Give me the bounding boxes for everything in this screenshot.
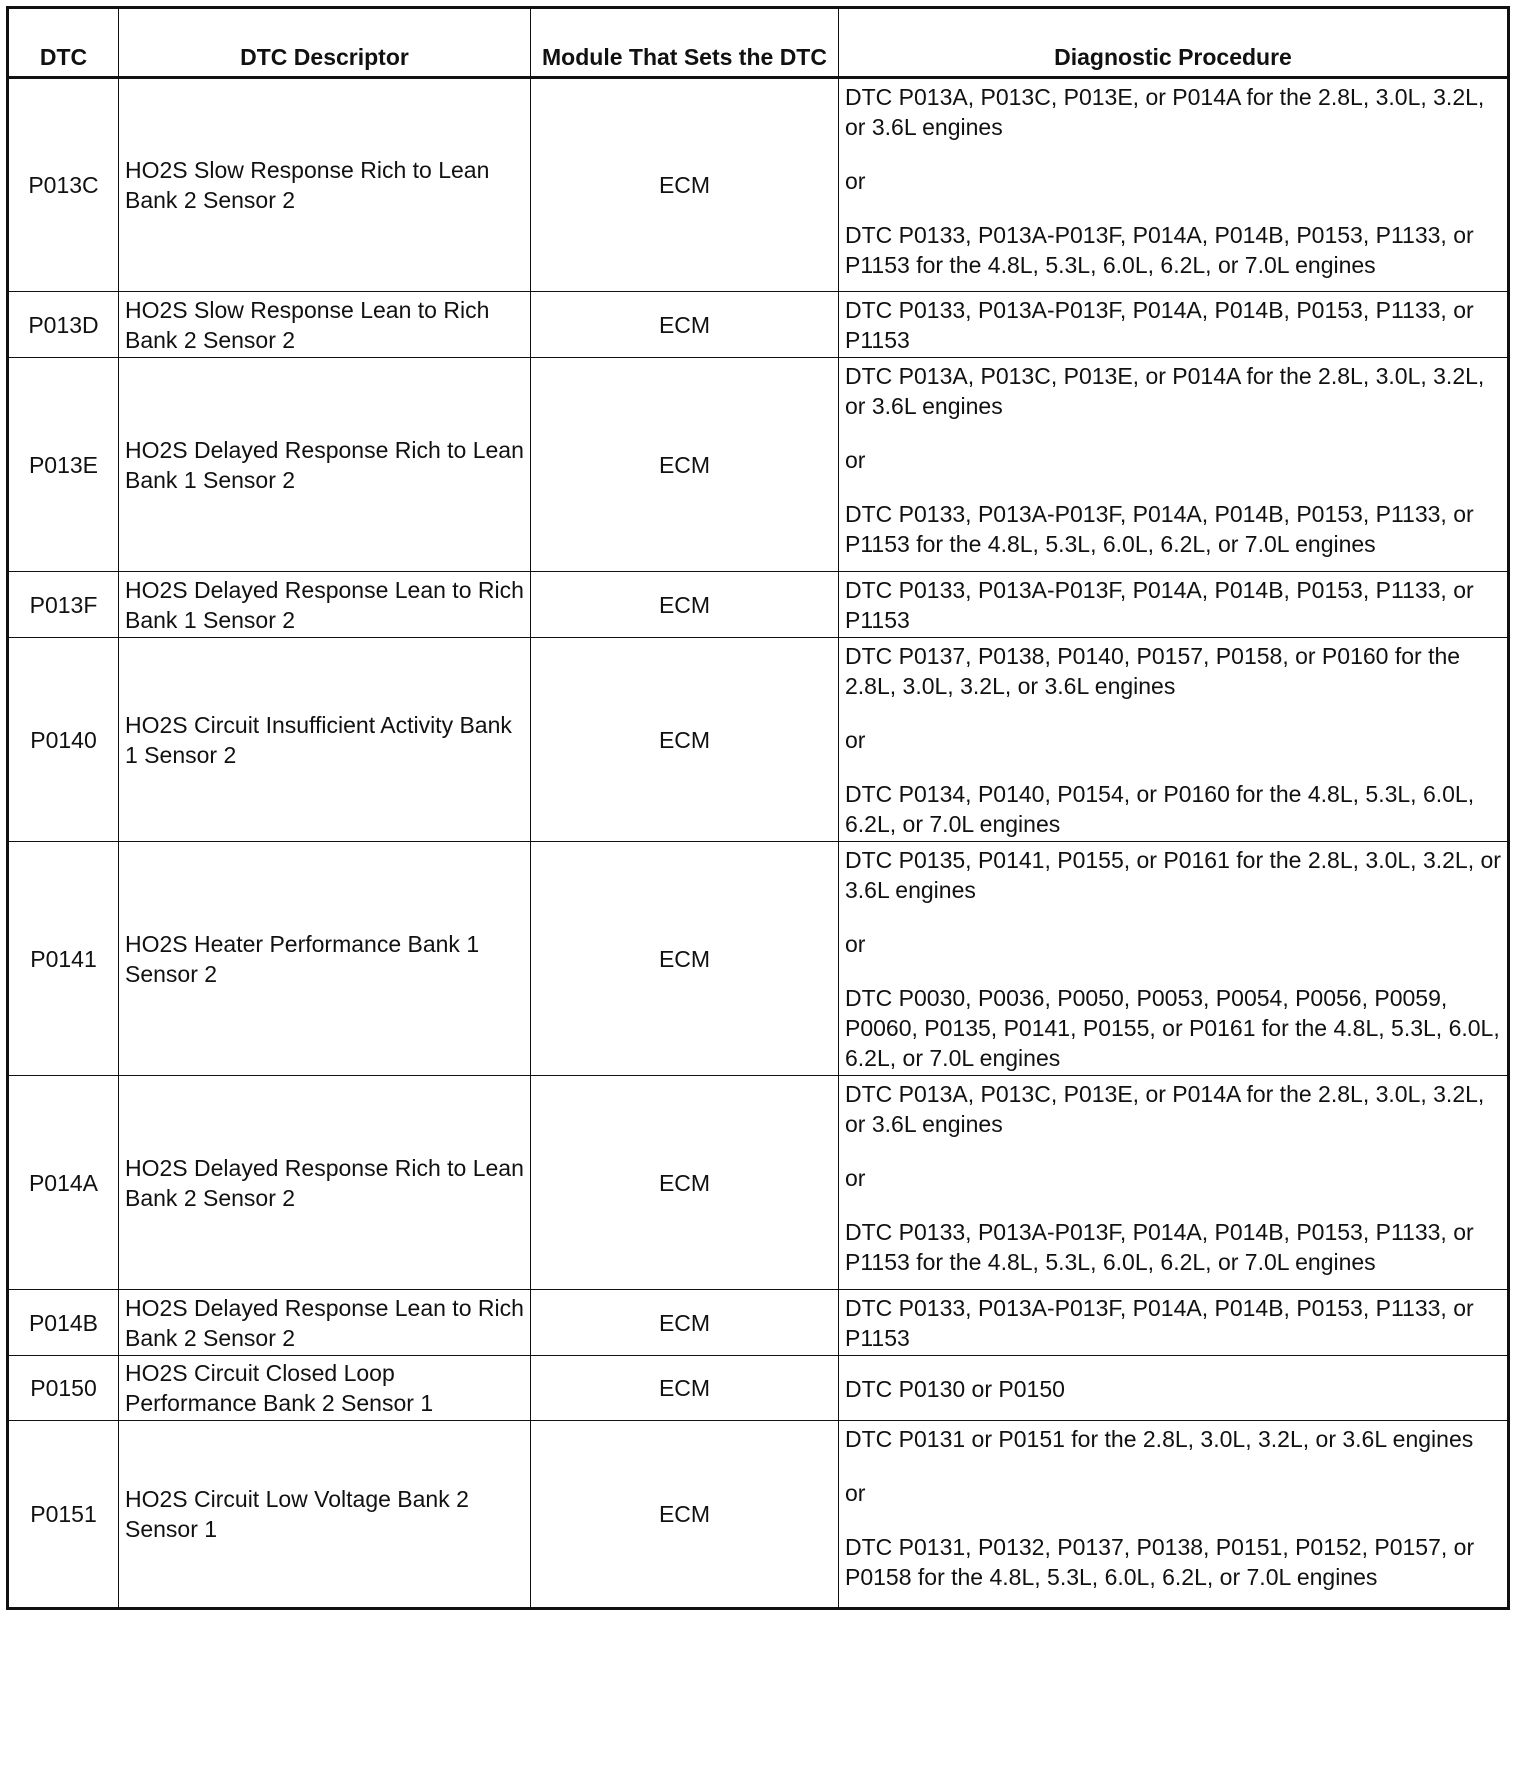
module-cell: ECM (531, 1421, 839, 1609)
dtc-code-cell: P013E (8, 358, 119, 572)
procedure-text: DTC P013A, P013C, P013E, or P014A for the 2.8L, 3.0L, 3.2L, or 3.6L engines (845, 84, 1485, 140)
procedure-text: DTC P013A, P013C, P013E, or P014A for the 2.8L, 3.0L, 3.2L, or 3.6L engines (845, 1081, 1485, 1137)
diagnostic-procedure-cell (839, 1421, 1509, 1609)
dtc-code-cell: P0140 (8, 638, 119, 842)
module-cell: ECM (531, 1356, 839, 1421)
table-row (8, 842, 1509, 1076)
diagnostic-procedure-cell (839, 1076, 1509, 1290)
dtc-code-cell: P013F (8, 572, 119, 638)
module-cell: ECM (531, 842, 839, 1076)
diagnostic-procedure-cell (839, 358, 1509, 572)
dtc-code-cell: P014B (8, 1290, 119, 1356)
table-row (8, 1356, 1509, 1421)
dtc-code-cell: P0141 (8, 842, 119, 1076)
header-diagnostic-procedure: Diagnostic Procedure (839, 8, 1509, 78)
table-body (8, 78, 1509, 1609)
module-cell: ECM (531, 78, 839, 292)
procedure-or-separator: or (845, 1165, 866, 1191)
procedure-text: DTC P013A, P013C, P013E, or P014A for the 2.8L, 3.0L, 3.2L, or 3.6L engines (845, 363, 1485, 419)
diagnostic-procedure-cell (839, 78, 1509, 292)
diagnostic-procedure-cell (839, 1290, 1509, 1356)
dtc-code-cell: P0151 (8, 1421, 119, 1609)
dtc-descriptor-cell: HO2S Delayed Response Rich to Lean Bank 1 Sensor 2 (119, 358, 531, 572)
dtc-code-cell: P013D (8, 292, 119, 358)
header-module: Module That Sets the DTC (531, 8, 839, 78)
dtc-code-cell: P014A (8, 1076, 119, 1290)
dtc-table (6, 6, 1510, 1610)
table-row (8, 572, 1509, 638)
table-row (8, 292, 1509, 358)
module-cell: ECM (531, 292, 839, 358)
diagnostic-procedure-cell (839, 638, 1509, 842)
procedure-text: DTC P0133, P013A-P013F, P014A, P014B, P0153, P1133, or P1153 for the 4.8L, 5.3L, 6.0L, 6.2L, or 7.0L engines (845, 501, 1474, 557)
table-row (8, 1076, 1509, 1290)
dtc-descriptor-cell: HO2S Heater Performance Bank 1 Sensor 2 (119, 842, 531, 1076)
table-row (8, 1290, 1509, 1356)
procedure-text: DTC P0134, P0140, P0154, or P0160 for the 4.8L, 5.3L, 6.0L, 6.2L, or 7.0L engines (845, 781, 1475, 837)
diagnostic-procedure-cell (839, 842, 1509, 1076)
procedure-text: DTC P0135, P0141, P0155, or P0161 for the 2.8L, 3.0L, 3.2L, or 3.6L engines (845, 847, 1501, 903)
dtc-descriptor-cell: HO2S Circuit Low Voltage Bank 2 Sensor 1 (119, 1421, 531, 1609)
procedure-text: DTC P0130 or P0150 (845, 1375, 1065, 1402)
table-header-row (8, 8, 1509, 78)
procedure-text: DTC P0030, P0036, P0050, P0053, P0054, P0056, P0059, P0060, P0135, P0141, P0155, or P0161 for the 4.8L, 5.3L, 6.0L, 6.2L, or 7.0L engines (845, 985, 1500, 1071)
diagnostic-procedure-cell (839, 572, 1509, 638)
diagnostic-procedure-cell (839, 292, 1509, 358)
procedure-text: DTC P0133, P013A-P013F, P014A, P014B, P0153, P1133, or P1153 (845, 297, 1474, 353)
dtc-descriptor-cell: HO2S Circuit Insufficient Activity Bank 1 Sensor 2 (119, 638, 531, 842)
procedure-text: DTC P0137, P0138, P0140, P0157, P0158, or P0160 for the 2.8L, 3.0L, 3.2L, or 3.6L engines (845, 643, 1461, 699)
procedure-or-separator: or (845, 168, 866, 194)
dtc-descriptor-cell: HO2S Slow Response Lean to Rich Bank 2 Sensor 2 (119, 292, 531, 358)
module-cell: ECM (531, 1290, 839, 1356)
diagnostic-procedure-cell (839, 1356, 1509, 1421)
table-row (8, 358, 1509, 572)
table-row (8, 1421, 1509, 1609)
module-cell: ECM (531, 638, 839, 842)
procedure-text: DTC P0133, P013A-P013F, P014A, P014B, P0153, P1133, or P1153 for the 4.8L, 5.3L, 6.0L, 6.2L, or 7.0L engines (845, 222, 1474, 278)
procedure-or-separator: or (845, 1480, 866, 1506)
header-dtc-descriptor: DTC Descriptor (119, 8, 531, 78)
dtc-descriptor-cell: HO2S Delayed Response Rich to Lean Bank 2 Sensor 2 (119, 1076, 531, 1290)
dtc-code-cell: P013C (8, 78, 119, 292)
procedure-or-separator: or (845, 447, 866, 473)
table-row (8, 638, 1509, 842)
dtc-descriptor-cell: HO2S Delayed Response Lean to Rich Bank 2 Sensor 2 (119, 1290, 531, 1356)
dtc-descriptor-cell: HO2S Slow Response Rich to Lean Bank 2 Sensor 2 (119, 78, 531, 292)
procedure-text: DTC P0133, P013A-P013F, P014A, P014B, P0153, P1133, or P1153 (845, 577, 1474, 633)
procedure-or-separator: or (845, 931, 866, 957)
module-cell: ECM (531, 358, 839, 572)
procedure-text: DTC P0131 or P0151 for the 2.8L, 3.0L, 3.2L, or 3.6L engines (845, 1426, 1474, 1452)
procedure-text: DTC P0131, P0132, P0137, P0138, P0151, P0152, P0157, or P0158 for the 4.8L, 5.3L, 6.0L, 6.2L, or 7.0L engines (845, 1534, 1475, 1590)
procedure-text: DTC P0133, P013A-P013F, P014A, P014B, P0153, P1133, or P1153 (845, 1295, 1474, 1351)
dtc-code-cell: P0150 (8, 1356, 119, 1421)
dtc-descriptor-cell: HO2S Circuit Closed Loop Performance Bank 2 Sensor 1 (119, 1356, 531, 1421)
dtc-descriptor-cell: HO2S Delayed Response Lean to Rich Bank 1 Sensor 2 (119, 572, 531, 638)
table-row (8, 78, 1509, 292)
module-cell: ECM (531, 572, 839, 638)
header-dtc: DTC (8, 8, 119, 78)
procedure-text: DTC P0133, P013A-P013F, P014A, P014B, P0153, P1133, or P1153 for the 4.8L, 5.3L, 6.0L, 6.2L, or 7.0L engines (845, 1219, 1474, 1275)
module-cell: ECM (531, 1076, 839, 1290)
procedure-or-separator: or (845, 727, 866, 753)
